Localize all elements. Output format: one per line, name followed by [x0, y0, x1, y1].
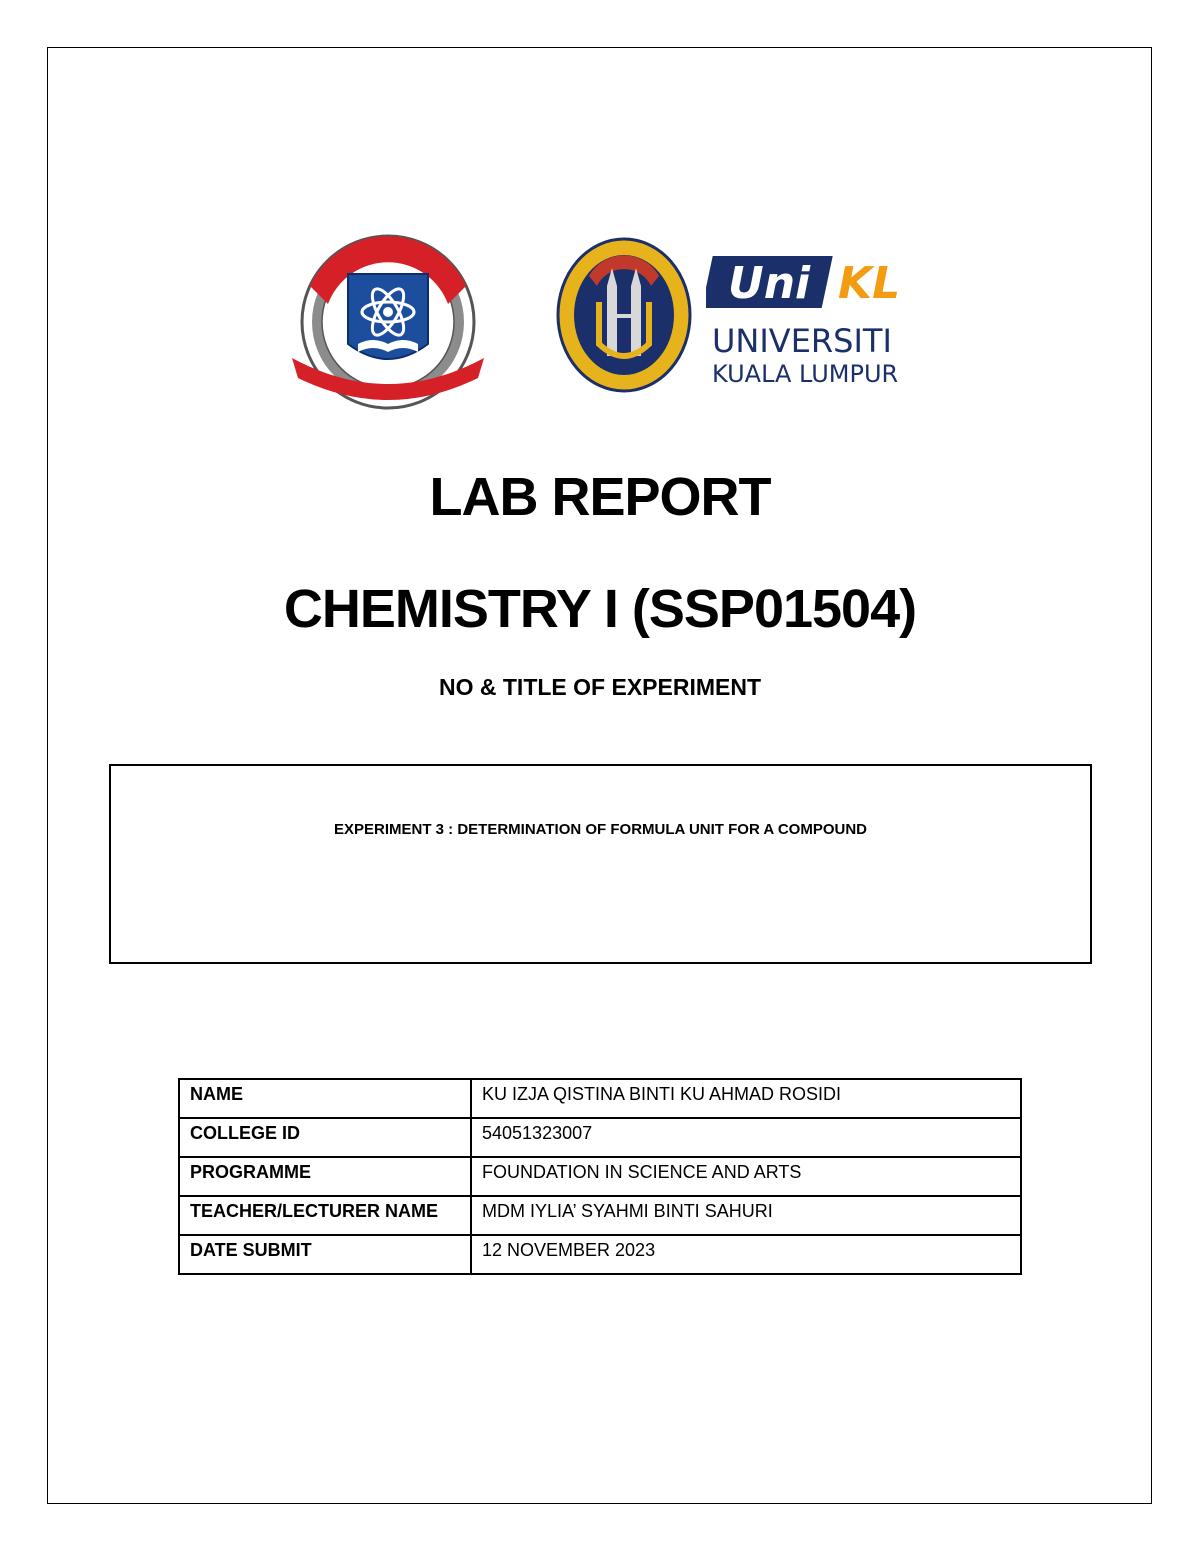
unikl-wordmark-logo: [706, 250, 936, 390]
svg-text:KL: KL: [838, 258, 901, 309]
table-row: [179, 1235, 1021, 1274]
title-lab-report: LAB REPORT: [429, 467, 771, 527]
info-label: PROGRAMME: [179, 1157, 471, 1196]
title-course: CHEMISTRY I (SSP01504): [283, 579, 917, 639]
info-value: FOUNDATION IN SCIENCE AND ARTS: [471, 1157, 1021, 1196]
svg-text:Uni: Uni: [728, 258, 811, 309]
info-label: NAME: [179, 1079, 471, 1118]
info-label: COLLEGE ID: [179, 1118, 471, 1157]
info-value: MDM IYLIA’ SYAHMI BINTI SAHURI: [471, 1196, 1021, 1235]
table-row: [179, 1157, 1021, 1196]
svg-text:KUALA LUMPUR: KUALA LUMPUR: [712, 360, 899, 388]
table-row: [179, 1118, 1021, 1157]
student-info-table: [178, 1078, 1022, 1275]
info-value: KU IZJA QISTINA BINTI KU AHMAD ROSIDI: [471, 1079, 1021, 1118]
experiment-box: [109, 764, 1092, 964]
unikl-seal-logo: [555, 236, 693, 394]
kmk-logo: [288, 226, 488, 418]
experiment-title: EXPERIMENT 3 : DETERMINATION OF FORMULA UNIT FOR A COMPOUND: [333, 821, 868, 838]
svg-text:UNIVERSITI: UNIVERSITI: [712, 322, 892, 360]
info-value: 12 NOVEMBER 2023: [471, 1235, 1021, 1274]
table-row: [179, 1079, 1021, 1118]
info-label: DATE SUBMIT: [179, 1235, 471, 1274]
info-label: TEACHER/LECTURER NAME: [179, 1196, 471, 1235]
experiment-heading: NO & TITLE OF EXPERIMENT: [438, 674, 761, 700]
info-value: 54051323007: [471, 1118, 1021, 1157]
table-row: [179, 1196, 1021, 1235]
